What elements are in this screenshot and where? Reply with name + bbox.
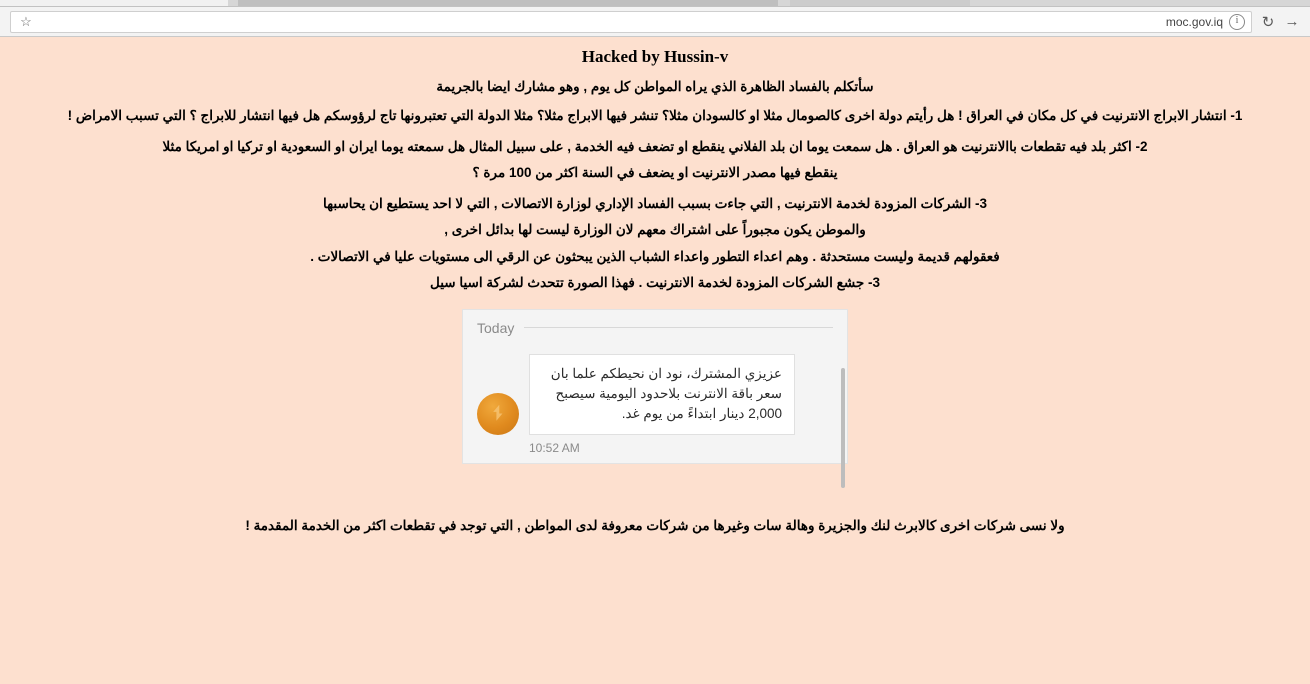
paragraph-1: 1- انتشار الابراج الانترنيت في كل مكان في العراق ! هل رأيتم دولة اخرى كالصومال مثلا او كالسودان مثلا؟ تنشر فيها الابراج مثلا؟ مثلا الدولة التي تعتبرونها تاج لرؤوسكم هل فيها انتشار للابراج ؟ التي تسبب الامراض !	[67, 108, 1243, 123]
star-icon[interactable]: ☆	[20, 14, 32, 29]
chat-screenshot-image	[462, 309, 848, 464]
paragraph-3: ينقطع فيها مصدر الانترنيت او يضعف في السنة اكثر من 100 مرة ؟	[472, 165, 838, 181]
chat-timestamp: 10:52 AM	[529, 440, 580, 455]
browser-tab-2[interactable]	[238, 0, 778, 6]
chat-day-label: Today	[477, 319, 515, 336]
page-subtitle: سأتكلم بالفساد الظاهرة الذي يراه المواطن كل يوم , وهو مشارك ايضا بالجريمة	[436, 79, 874, 94]
reload-icon[interactable]: ↻	[1261, 13, 1275, 31]
paragraph-2: 2- اكثر بلد فيه تقطعات باالانترنيت هو العراق . هل سمعت يوما ان بلد الفلاني ينقطع او تضعف فيه الخدمة , على سبيل المثال هل سمعته يوما ايران او السعودية او تركيا او امريكا مثلا	[162, 138, 1148, 154]
page-title: Hacked by Hussin-v	[581, 47, 729, 66]
browser-tab-3[interactable]	[790, 0, 970, 6]
chat-day-divider	[463, 310, 847, 340]
browser-tab-1[interactable]	[0, 0, 228, 6]
address-bar[interactable]	[10, 11, 1252, 33]
paragraph-7: 3- جشع الشركات المزودة لخدمة الانترنيت . فهذا الصورة تتحدث لشركة اسيا سيل	[430, 275, 880, 291]
url-text: moc.gov.iq	[1165, 14, 1223, 29]
tab-strip[interactable]	[0, 0, 1310, 7]
paragraph-5: والموطن يكون مجبوراً على اشتراك معهم لان الوزارة ليست لها بدائل اخرى ,	[444, 222, 866, 238]
chat-scrollbar	[841, 368, 845, 488]
chat-message-bubble: عزيزي المشترك، نود ان نحيطكم علما بان سعر باقة الانترنت بلاحدود اليومية سيصبح 2,000 دينار ابتداءً من يوم غد.	[529, 354, 795, 435]
browser-toolbar	[0, 7, 1310, 37]
info-icon[interactable]: i	[1229, 14, 1245, 30]
forward-icon[interactable]: →	[1284, 13, 1300, 30]
avatar	[477, 393, 519, 435]
chat-day-rule	[524, 327, 833, 328]
footer-note: ولا نسى شركات اخرى كالابرث لنك والجزيرة وهالة سات وغيرها من شركات معروفة لدى المواطن , التي توجد في تقطعات اكثر من الخدمة المقدمة !	[245, 517, 1065, 533]
paragraph-4: 3- الشركات المزودة لخدمة الانترنيت , التي جاءت بسبب الفساد الإداري لوزارة الاتصالات , التي لا احد يستطيع ان يحاسبها	[323, 195, 987, 211]
chat-message-row	[463, 340, 847, 435]
paragraph-6: فعقولهم قديمة وليست مستحدثة . وهم اعداء التطور واعداء الشباب الذين يبحثون عن الرقي الى مستويات عليا في الاتصالات .	[310, 248, 1000, 264]
page-content	[0, 37, 1310, 683]
